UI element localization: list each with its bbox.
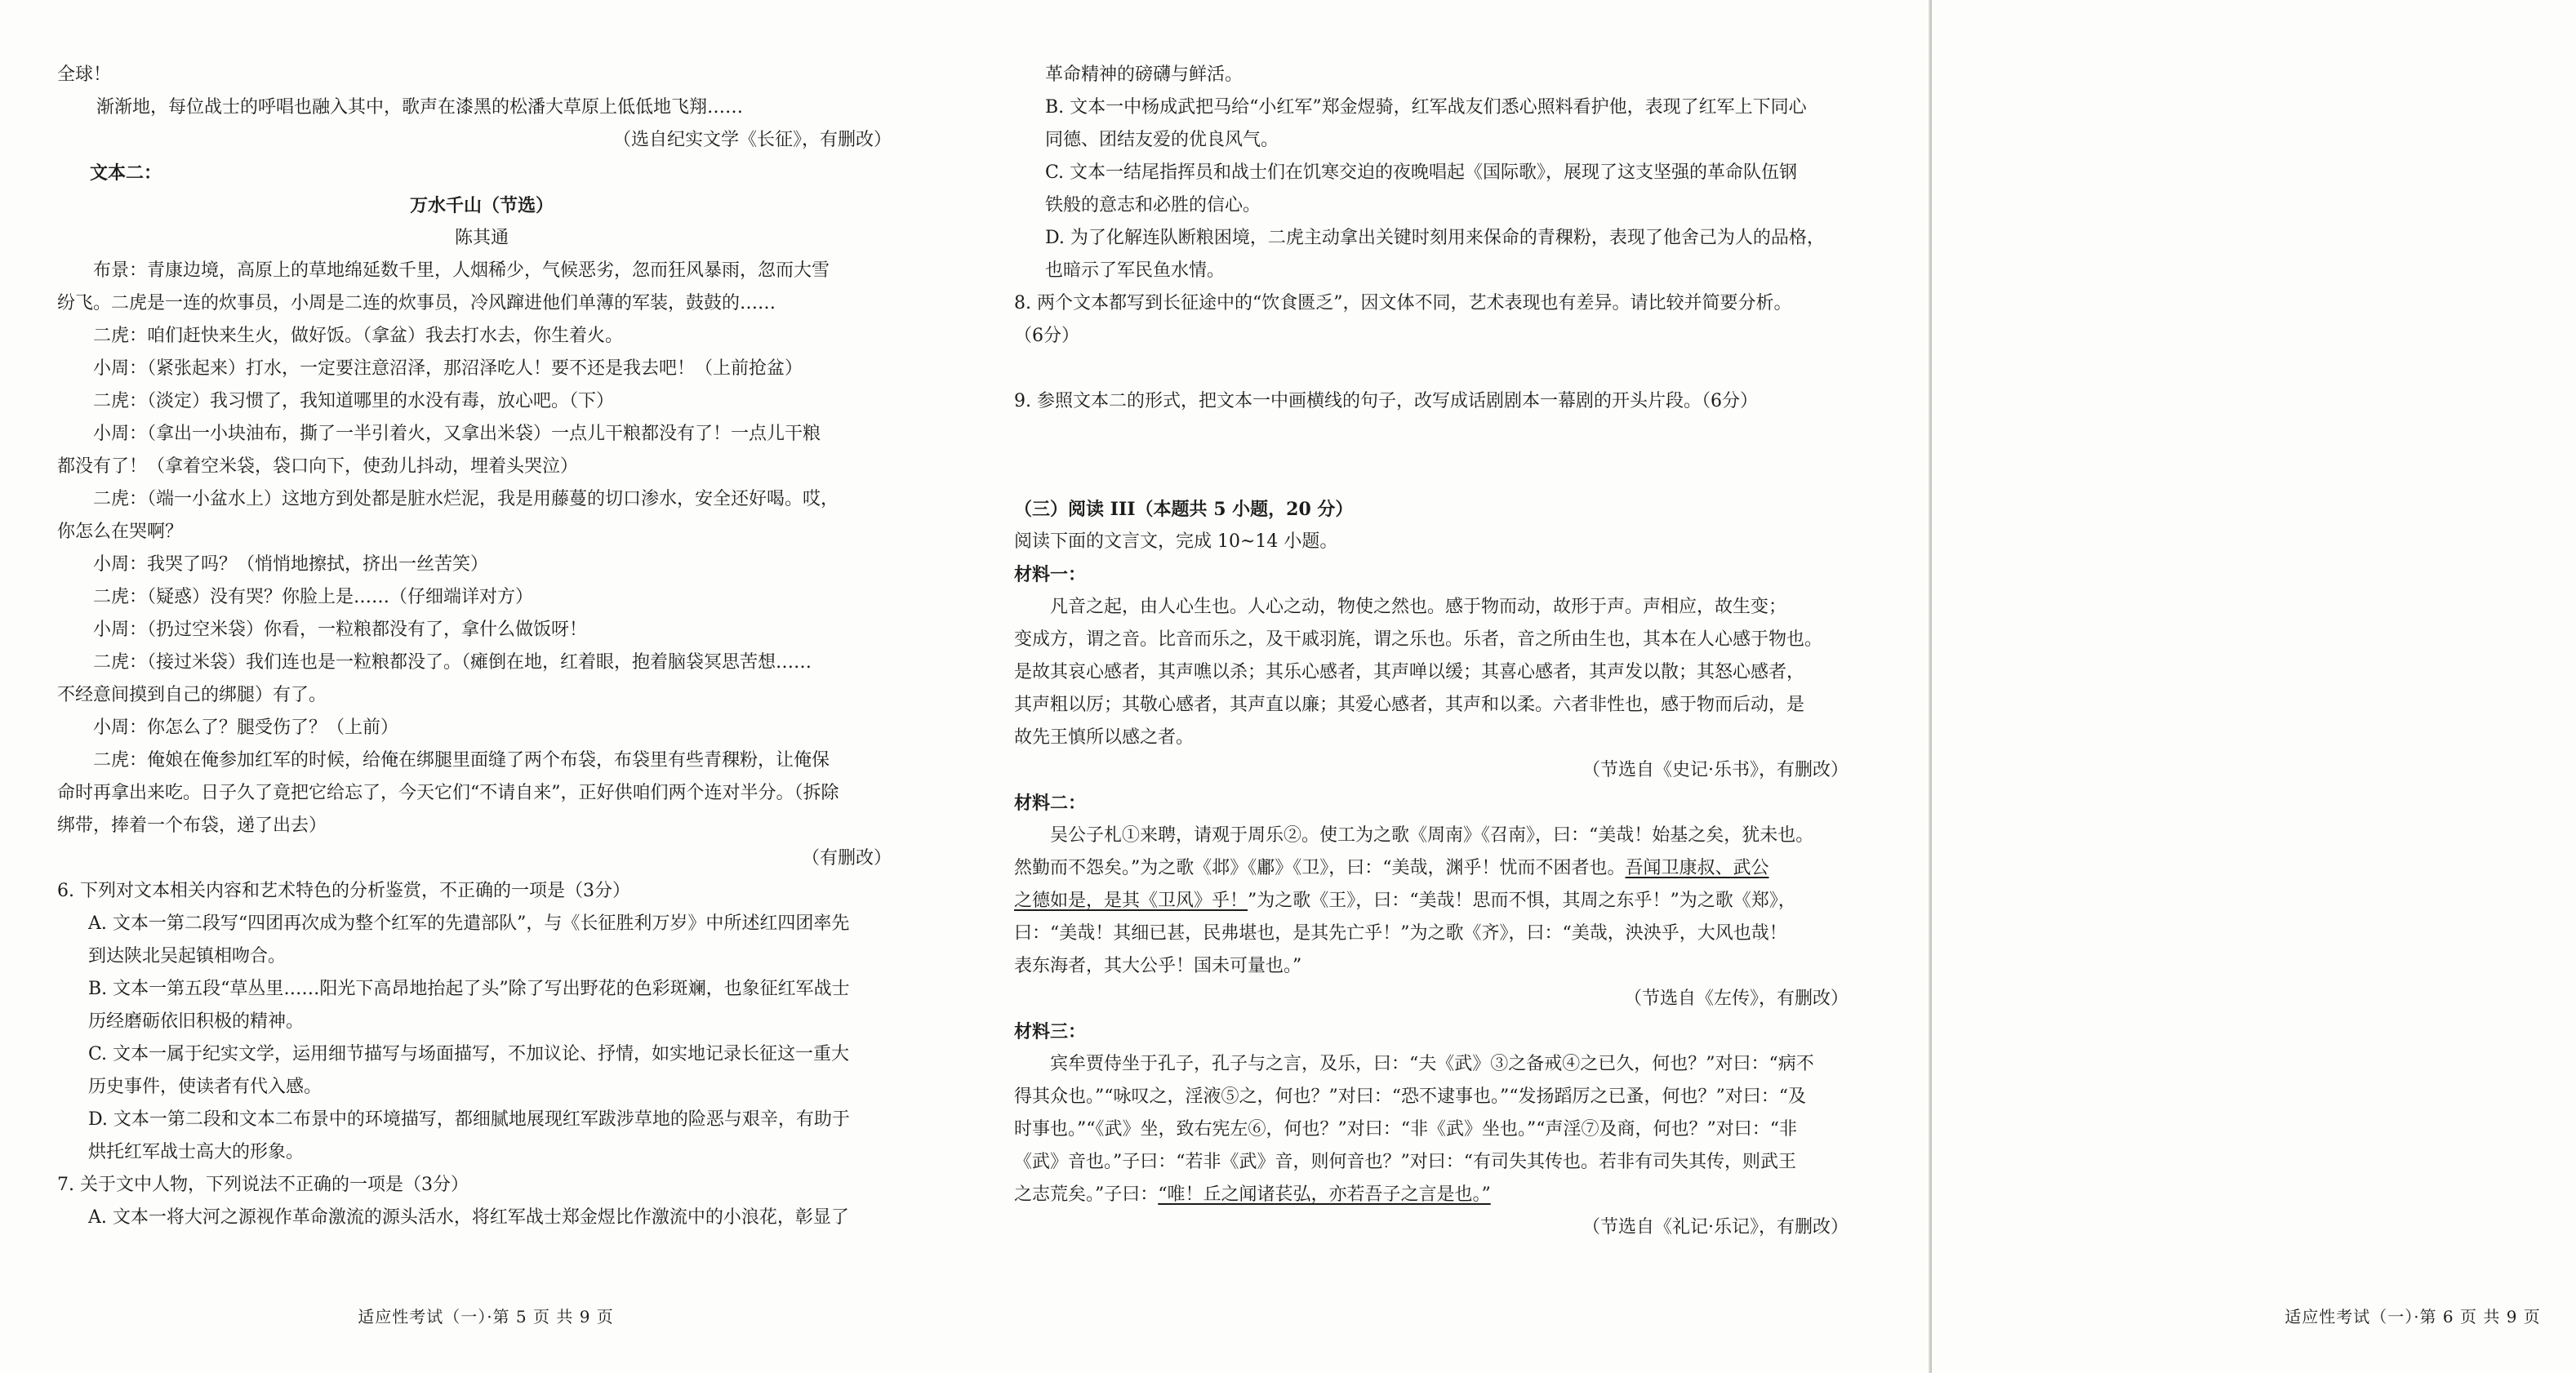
dialogue-line: 命时再拿出来吃。日子久了竟把它给忘了，今天它们“不请自来”，正好供咱们两个连对半分。（拆除 bbox=[57, 783, 839, 803]
text-line: 其声粗以厉；其敬心感者，其声直以廉；其爱心感者，其声和以柔。六者非性也，感于物而后动，是 bbox=[1014, 695, 1805, 715]
page-footer: 适应性考试（一）·第 6 页 共 9 页 bbox=[2285, 1307, 2541, 1326]
text-line: 变成方，谓之音。比音而乐之，及干戚羽旄，谓之乐也。乐者，音之所由生也，其本在人心感于物也。 bbox=[1014, 629, 1823, 650]
text-span: 然勤而不怨矣。”为之歌《邶》《鄘》《卫》，曰：“美哉，渊乎！忧而不困者也。 bbox=[1014, 858, 1626, 878]
text-line bbox=[1014, 885, 1863, 918]
option-c: C. 文本一结尾指挥员和战士们在饥寒交迫的夜晚唱起《国际歌》，展现了这支坚强的革命队伍钢 bbox=[1045, 162, 1798, 183]
question-7: 7. 关于文中人物，下列说法不正确的一项是（3分） bbox=[57, 1175, 469, 1195]
material-2-heading: 材料二： bbox=[1014, 793, 1087, 814]
text-line: 宾牟贾侍坐于孔子，孔子与之言，及乐，曰：“夫《武》③之备戒④之已久，何也？”对曰：“病不 bbox=[1050, 1054, 1814, 1074]
option-a-cont: 到达陕北吴起镇相吻合。 bbox=[88, 946, 287, 966]
question-6: 6. 下列对文本相关内容和艺术特色的分析鉴赏，不正确的一项是（3分） bbox=[57, 881, 630, 901]
dialogue-line: 不经意间摸到自己的绑腿）有了。 bbox=[57, 685, 327, 705]
text-line: 《武》音也。”子曰：“若非《武》音，则何音也？”对曰：“有司失其传也。若非有司失其传，则武王 bbox=[1014, 1152, 1796, 1172]
dialogue-line: 小周：（拿出一小块油布，撕了一半引着火，又拿出米袋）一点儿干粮都没有了！一点儿干粮 bbox=[93, 424, 821, 444]
text-line bbox=[1014, 852, 1863, 885]
dialogue-line: 小周：（扔过空米袋）你看，一粒粮都没有了，拿什么做饭呀！ bbox=[93, 620, 588, 640]
page-footer: 适应性考试（一）·第 5 页 共 9 页 bbox=[358, 1307, 614, 1326]
source-note: （有删改） bbox=[801, 848, 892, 869]
underlined-sentence: “唯！丘之闻诸苌弘，亦若吾子之言是也。” bbox=[1158, 1184, 1491, 1205]
text-line: 表东海者，其大公乎！国未可量也。” bbox=[1014, 956, 1302, 976]
underlined-sentence: 之德如是，是其《卫风》乎！ bbox=[1014, 891, 1248, 911]
question-8-points: （6分） bbox=[1014, 326, 1079, 346]
material-3-heading: 材料三： bbox=[1014, 1021, 1087, 1042]
section-heading: （三）阅读 III（本题共 5 小题，20 分） bbox=[1014, 499, 1354, 520]
dialogue-line: 二虎：（端一小盆水上）这地方到处都是脏水烂泥，我是用藤蔓的切口渗水，安全还好喝。哎， bbox=[93, 489, 839, 509]
text-line: 曰：“美哉！其细已甚，民弗堪也，是其先亡乎！”为之歌《齐》，曰：“美哉，泱泱乎，大风也哉！ bbox=[1014, 923, 1787, 944]
option-b-cont: 历经磨砺依旧积极的精神。 bbox=[88, 1011, 305, 1032]
dialogue-line: 二虎：俺娘在俺参加红军的时候，给俺在绑腿里面缝了两个布袋，布袋里有些青稞粉，让俺保 bbox=[93, 750, 830, 771]
left-column bbox=[57, 59, 906, 1234]
option-b: B. 文本一第五段“草丛里……阳光下高昂地抬起了头”除了写出野花的色彩斑斓，也象征红军战士 bbox=[88, 979, 850, 999]
text-line: 是故其哀心感者，其声噍以杀；其乐心感者，其声啴以缓；其喜心感者，其声发以散；其怒心感者， bbox=[1014, 662, 1805, 682]
excerpt-author: 陈其通 bbox=[454, 228, 509, 248]
text-line: 渐渐地，每位战士的呼唱也融入其中，歌声在漆黑的松潘大草原上低低地飞翔…… bbox=[96, 97, 744, 118]
option-c-cont: 铁般的意志和必胜的信心。 bbox=[1045, 195, 1261, 216]
page-edge bbox=[1929, 0, 1932, 1373]
dialogue-line: 二虎：（接过米袋）我们连也是一粒粮都没了。（瘫倒在地，红着眼，抱着脑袋冥思苦想…… bbox=[93, 652, 812, 673]
option-d-cont: 也暗示了军民鱼水情。 bbox=[1045, 260, 1226, 281]
dialogue-line: 小周：你怎么了？腿受伤了？（上前） bbox=[93, 718, 399, 738]
instruction: 阅读下面的文言文，完成 10~14 小题。 bbox=[1014, 531, 1338, 552]
option-b: B. 文本一中杨成武把马给“小红军”郑金煜骑，红军战友们悉心照料看护他，表现了红军上下同心 bbox=[1045, 97, 1807, 118]
option-c-cont: 历史事件，使读者有代入感。 bbox=[88, 1077, 323, 1097]
dialogue-line: 二虎：（疑惑）没有哭？你脸上是……（仔细端详对方） bbox=[93, 587, 534, 607]
text-line: 得其众也。”“咏叹之，淫液⑤之，何也？”对曰：“恐不逮事也。”“发扬蹈厉之已蚤，何也？”对曰：“及 bbox=[1014, 1086, 1806, 1107]
option-c: C. 文本一属于纪实文学，运用细节描写与场面描写，不加议论、抒情，如实地记录长征这一重大 bbox=[88, 1044, 850, 1064]
page-left bbox=[0, 0, 972, 1373]
source-note: （节选自《史记·乐书》，有删改） bbox=[1582, 760, 1849, 780]
option-d: D. 为了化解连队断粮困境，二虎主动拿出关键时刻用来保命的青稞粉，表现了他舍己为人的品格， bbox=[1045, 228, 1825, 248]
option-a: A. 文本一第二段写“四团再次成为整个红军的先遣部队”，与《长征胜利万岁》中所述红四团率先 bbox=[88, 913, 850, 934]
text-line: 吴公子札①来聘，请观于周乐②。使工为之歌《周南》《召南》，曰：“美哉！始基之矣，犹未也。 bbox=[1050, 825, 1814, 846]
material-1-heading: 材料一： bbox=[1014, 564, 1087, 585]
text-span: ”为之歌《王》，曰：“美哉！思而不惧，其周之东乎！”为之歌《郑》， bbox=[1248, 891, 1796, 911]
text-line: 全球！ bbox=[57, 64, 112, 85]
source-note: （节选自《礼记·乐记》，有删改） bbox=[1582, 1217, 1849, 1237]
underlined-sentence: 吾闻卫康叔、武公 bbox=[1625, 858, 1769, 878]
option-a-cont: 革命精神的磅礴与鲜活。 bbox=[1045, 64, 1244, 85]
right-column bbox=[1014, 59, 1863, 1244]
text-line: 凡音之起，由人心生也。人心之动，物使之然也。感于物而动，故形于声。声相应，故生变； bbox=[1050, 597, 1787, 617]
dialogue-line: 绑带，捧着一个布袋，递了出去） bbox=[57, 815, 327, 836]
section-heading: 文本二： bbox=[90, 162, 162, 184]
option-d-cont: 烘托红军战士高大的形象。 bbox=[88, 1142, 305, 1162]
dialogue-line: 小周：（紧张起来）打水，一定要注意沼泽，那沼泽吃人！要不还是我去吧！（上前抢盆） bbox=[93, 358, 803, 379]
option-b-cont: 同德、团结友爱的优良风气。 bbox=[1045, 130, 1279, 150]
text-line bbox=[1014, 1179, 1863, 1211]
dialogue-line: 小周：我哭了吗？（悄悄地擦拭，挤出一丝苦笑） bbox=[93, 554, 489, 575]
text-span: 之志荒矣。”子曰： bbox=[1014, 1184, 1159, 1205]
source-note: （选自纪实文学《长征》，有删改） bbox=[612, 130, 892, 150]
text-line: 故先王慎所以感之者。 bbox=[1014, 727, 1195, 748]
dialogue-line: 都没有了！（拿着空米袋，袋口向下，使劲儿抖动，埋着头哭泣） bbox=[57, 456, 579, 477]
option-d: D. 文本一第二段和文本二布景中的环境描写，都细腻地展现红军跋涉草地的险恶与艰辛，有助于 bbox=[88, 1109, 850, 1130]
option-a: A. 文本一将大河之源视作革命激流的源头活水，将红军战士郑金煜比作激流中的小浪花，彰显了 bbox=[88, 1207, 849, 1228]
dialogue-line: 你怎么在哭啊？ bbox=[57, 522, 184, 542]
question-9: 9. 参照文本二的形式，把文本一中画横线的句子，改写成话剧剧本一幕剧的开头片段。（6分） bbox=[1014, 391, 1758, 411]
text-line: 纷飞。二虎是一连的炊事员，小周是二连的炊事员，冷风蹿进他们单薄的军装，鼓鼓的…… bbox=[57, 293, 776, 313]
dialogue-line: 二虎：（淡定）我习惯了，我知道哪里的水没有毒，放心吧。（下） bbox=[93, 391, 615, 411]
dialogue-line: 二虎：咱们赶快来生火，做好饭。（拿盆）我去打水去，你生着火。 bbox=[93, 326, 624, 346]
source-note: （节选自《左传》，有删改） bbox=[1623, 989, 1849, 1009]
text-line: 布景：青康边境，高原上的草地绵延数千里，人烟稀少，气候恶劣，忽而狂风暴雨，忽而大雪 bbox=[93, 260, 830, 281]
excerpt-title: 万水千山（节选） bbox=[409, 195, 554, 216]
text-line: 时事也。”“《武》坐，致右宪左⑥，何也？”对曰：“非《武》坐也。”“声淫⑦及商，何也？”对曰：“非 bbox=[1014, 1119, 1797, 1140]
question-8: 8. 两个文本都写到长征途中的“饮食匮乏”，因文体不同，艺术表现也有差异。请比较并简要分析。 bbox=[1014, 293, 1792, 313]
